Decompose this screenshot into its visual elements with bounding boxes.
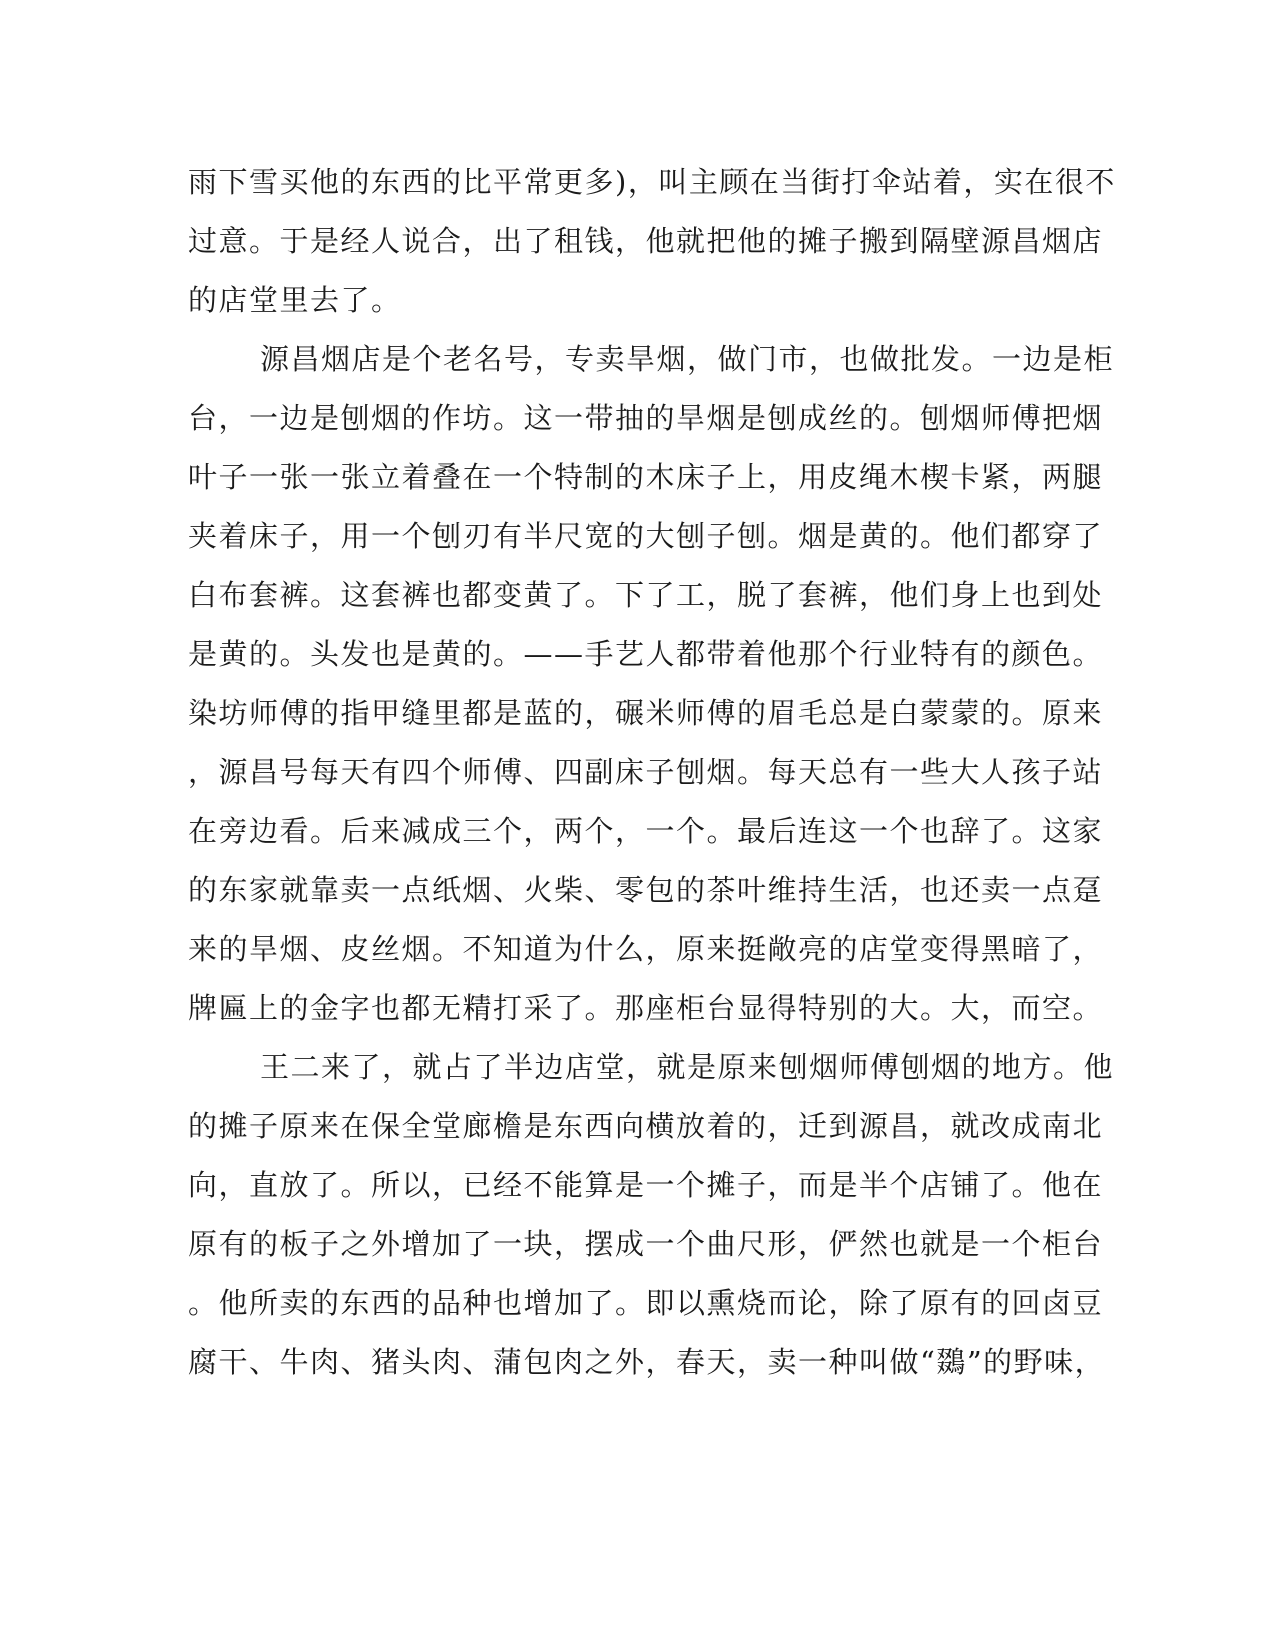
paragraph-start-line: 源昌烟店是个老名号，专卖旱烟，做门市，也做批发。一边是柜: [260, 342, 1115, 376]
text-line: 白布套裤。这套裤也都变黄了。下了工，脱了套裤，他们身上也到处: [188, 578, 1104, 612]
text-line: 夹着床子，用一个刨刃有半尺宽的大刨子刨。烟是黄的。他们都穿了: [188, 519, 1104, 553]
text-line: 在旁边看。后来减成三个，两个，一个。最后连这一个也辞了。这家: [188, 814, 1104, 848]
text-line: 的摊子原来在保全堂廊檐是东西向横放着的，迁到源昌，就改成南北: [188, 1109, 1104, 1143]
text-line: 牌匾上的金字也都无精打采了。那座柜台显得特别的大。大，而空。: [188, 991, 1104, 1025]
text-line: 染坊师傅的指甲缝里都是蓝的，碾米师傅的眉毛总是白蒙蒙的。原来: [188, 696, 1104, 730]
text-line: 台，一边是刨烟的作坊。这一带抽的旱烟是刨成丝的。刨烟师傅把烟: [188, 401, 1104, 435]
text-line: 来的旱烟、皮丝烟。不知道为什么，原来挺敞亮的店堂变得黑暗了，: [188, 932, 1104, 966]
text-line: 腐干、牛肉、猪头肉、蒲包肉之外，春天，卖一种叫做“鵽”的野味，: [188, 1345, 1106, 1379]
text-line: 原有的板子之外增加了一块，摆成一个曲尺形，俨然也就是一个柜台: [188, 1227, 1104, 1261]
text-line: ，源昌号每天有四个师傅、四副床子刨烟。每天总有一些大人孩子站: [188, 755, 1104, 789]
paragraph-start-line: 王二来了，就占了半边店堂，就是原来刨烟师傅刨烟的地方。他: [260, 1050, 1115, 1084]
text-line: 的店堂里去了。: [188, 283, 402, 317]
text-line: 是黄的。头发也是黄的。——手艺人都带着他那个行业特有的颜色。: [188, 637, 1104, 671]
text-line: 叶子一张一张立着叠在一个特制的木床子上，用皮绳木楔卡紧，两腿: [188, 460, 1104, 494]
text-line: 。他所卖的东西的品种也增加了。即以熏烧而论，除了原有的回卤豆: [188, 1286, 1104, 1320]
text-line: 向，直放了。所以，已经不能算是一个摊子，而是半个店铺了。他在: [188, 1168, 1104, 1202]
text-line: 过意。于是经人说合，出了租钱，他就把他的摊子搬到隔壁源昌烟店: [188, 224, 1104, 258]
text-line: 的东家就靠卖一点纸烟、火柴、零包的茶叶维持生活，也还卖一点趸: [188, 873, 1104, 907]
text-line: 雨下雪买他的东西的比平常更多)，叫主顾在当街打伞站着，实在很不: [188, 165, 1116, 199]
